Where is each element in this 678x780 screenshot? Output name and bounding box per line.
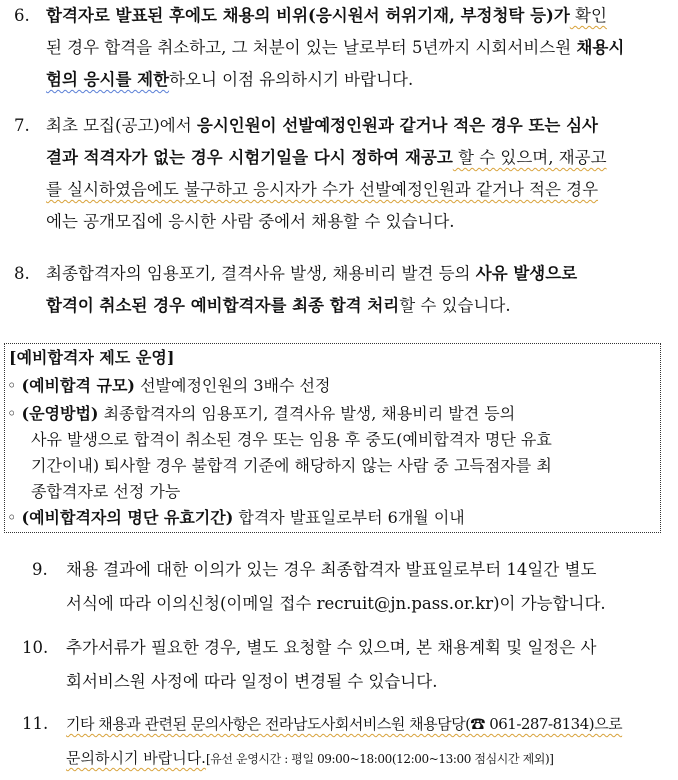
item-6-line-3: 험의 응시를 제한하오니 이점 유의하시기 바랍니다. [46,70,414,89]
item-7-line-4: 에는 공개모집에 응시한 사람 중에서 채용할 수 있습니다. [46,212,455,231]
item-9-line-1: 채용 결과에 대한 이의가 있는 경우 최종합격자 발표일로부터 14일간 별도 [66,560,597,579]
item-6-line-2: 된 경우 합격을 취소하고, 그 처분이 있는 날로부터 5년까지 시회서비스원 채용시 [46,38,625,57]
item-7-line-2: 결과 적격자가 없는 경우 시험기일을 다시 정하여 재공고 할 수 있으며, 재공고 [46,148,607,167]
item-10-line-1: 추가서류가 필요한 경우, 별도 요청할 수 있으며, 본 채용계획 및 일정은 사 [66,638,597,657]
item-7-line-3: 를 실시하였음에도 불구하고 응시자가 수가 선발예정인원과 같거나 적은 경우 [46,180,599,199]
box-title: [예비합격자 제도 운영] [9,348,175,367]
item-number: 6. [14,6,30,25]
item-8-line-2: 합격이 취소된 경우 예비합격자를 최종 합격 처리할 수 있습니다. [46,296,511,315]
item-11-line-1: 기타 채용과 관련된 문의사항은 전라남도사회서비스원 채용담당(☎ 061-287-8134)으로 [66,715,623,733]
box-bullet-2-line-2: 사유 발생으로 합격이 취소된 경우 또는 임용 후 중도(예비합격자 명단 유효 [31,430,552,449]
item-number: 10. [22,638,49,657]
box-bullet-2-line-3: 기간이내) 퇴사할 경우 불합격 기준에 해당하지 않는 사람 중 고득점자를 최 [31,456,552,475]
box-bullet-2-line-4: 종합격자로 선정 가능 [31,482,181,501]
item-10-line-2: 회서비스원 사정에 따라 일정이 변경될 수 있습니다. [66,672,438,691]
item-8-line-1: 최종합격자의 임용포기, 결격사유 발생, 채용비리 발견 등의 사유 발생으로 [46,264,578,283]
box-bullet-3: ◦ (예비합격자의 명단 유효기간) 합격자 발표일로부터 6개월 이내 [7,508,465,527]
item-number: 9. [32,560,48,579]
box-bullet-1: ◦ (예비합격 규모) 선발예정인원의 3배수 선정 [7,376,331,395]
reserve-candidate-box [4,343,661,533]
item-number: 8. [14,264,30,283]
item-7-line-1: 최초 모집(공고)에서 응시인원이 선발예정인원과 같거나 적은 경우 또는 심사 [46,116,598,135]
item-number: 7. [14,116,30,135]
item-6-line-1: 합격자로 발표된 후에도 채용의 비위(응시원서 허위기재, 부정청탁 등)가 확인 [46,6,607,25]
item-number: 11. [22,714,49,733]
item-9-line-2: 서식에 따라 이의신청(이메일 접수 recruit@jn.pass.or.kr)이 가능합니다. [66,594,606,613]
box-bullet-2: ◦ (운영방법) 최종합격자의 임용포기, 결격사유 발생, 채용비리 발견 등의 [7,404,516,423]
item-11-line-2: 문의하시기 바랍니다.[유선 운영시간 : 평일 09:00~18:00(12:00~13:00 점심시간 제외)] [66,749,554,767]
